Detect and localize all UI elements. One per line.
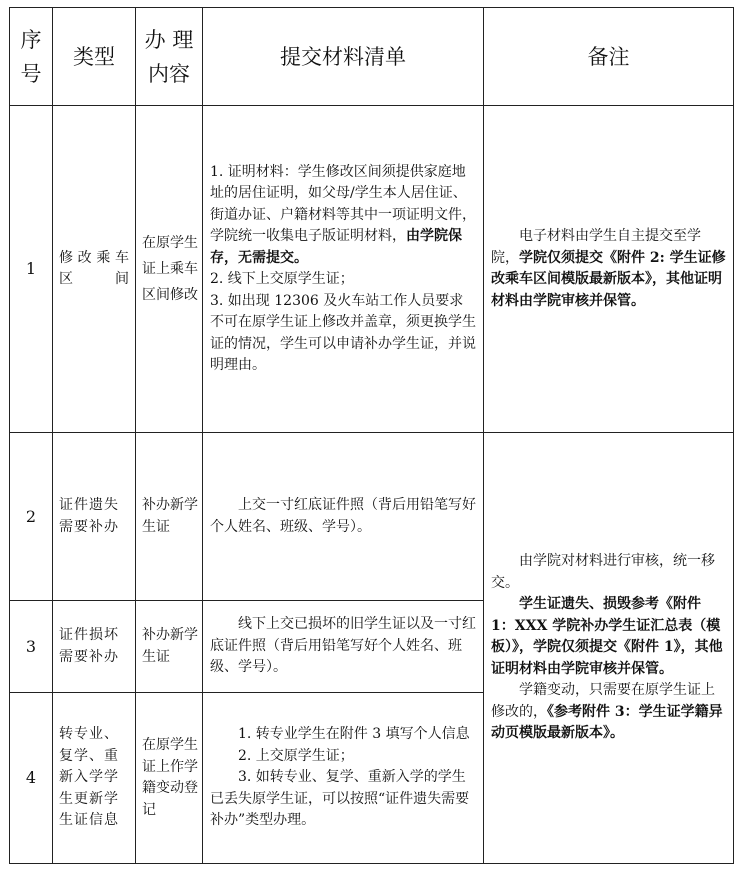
row-number: 3 [10,601,53,693]
merged-note-p3-text: 学籍变动，只需要在原学生证上修改的， [491,682,715,720]
header-seq-line1: 序 [20,27,42,52]
merged-note [484,433,734,864]
row-type: 证件损坏需要补办 [53,601,136,693]
row-number: 4 [10,693,53,864]
materials-item-1 [210,162,477,270]
table-row [10,106,734,433]
row-number: 2 [10,433,53,601]
materials-item-1: 1. 转专业学生在附件 3 填写个人信息 [238,726,470,743]
header-notes: 备注 [484,8,734,106]
row-materials [203,106,484,433]
header-seq-line2: 号 [20,61,42,86]
materials-text: 上交一寸红底证件照（背后用铅笔写好个人姓名、班级、学号）。 [210,497,476,535]
header-seq [10,8,53,106]
note-text: 电子材料由学生自主提交至学院， [491,228,701,266]
materials-item-2: 2. 上交原学生证； [238,747,354,764]
merged-note-p3-bold: 《参考附件 3：学生证学籍异动页模版最新版本》。 [491,703,723,742]
row-materials [203,601,484,693]
row-type: 证件遗失需要补办 [53,433,136,601]
table-row [10,433,734,601]
row-content: 在原学生证上乘车区间修改 [136,106,203,433]
materials-item-1-bold: 由学院保存，无需提交。 [210,228,462,266]
materials-table [9,7,734,864]
row-materials [203,433,484,601]
materials-item-1-text: 1. 证明材料：学生修改区间须提供家庭地址的居住证明，如父母/学生本人居住证、街道办证、户籍材料等其中一项证明文件，学院统一收集电子版证明材料， [210,163,476,244]
materials-item-2: 2. 线下上交原学生证； [210,271,354,287]
header-type: 类型 [53,8,136,106]
merged-note-p3 [491,680,727,745]
header-content [136,8,203,106]
header-materials: 提交材料清单 [203,8,484,106]
header-row [10,8,734,106]
row-content: 补办新学生证 [136,601,203,693]
materials-item-3: 3. 如转专业、复学、重新入学的学生已丢失原学生证，可以按照“证件遗失需要补办”类型办理。 [210,769,470,829]
row-type: 转专业、复学、重新入学学生更新学生证信息 [53,693,136,864]
row-materials [203,693,484,864]
merged-note-p1: 由学院对材料进行审核，统一移交。 [491,553,715,591]
row-content: 在原学生证上作学籍变动登记 [136,693,203,864]
header-content-line1: 办 理 [144,27,194,52]
row-type: 修改乘车区间 [53,106,136,433]
header-content-line2: 内容 [148,61,190,86]
materials-text: 线下上交已损坏的旧学生证以及一寸红底证件照（背后用铅笔写好个人姓名、班级、学号）。 [210,616,476,676]
materials-item-3: 3. 如出现 12306 及火车站工作人员要求不可在原学生证上修改并盖章，须更换学生证的情况，学生可以申请补办学生证，并说明理由。 [210,292,476,373]
merged-note-p2: 学生证遗失、损毁参考《附件 1：XXX 学院补办学生证汇总表（模板）》，学院仅须提交《附件 1》，其他证明材料由学院审核并保管。 [491,596,723,677]
note-paragraph [491,226,727,312]
row-number: 1 [10,106,53,433]
note-bold: 学院仅须提交《附件 2: 学生证修改乘车区间模版最新版本》，其他证明材料由学院审核并保管。 [491,249,726,309]
row-note [484,106,734,433]
row-content: 补办新学生证 [136,433,203,601]
